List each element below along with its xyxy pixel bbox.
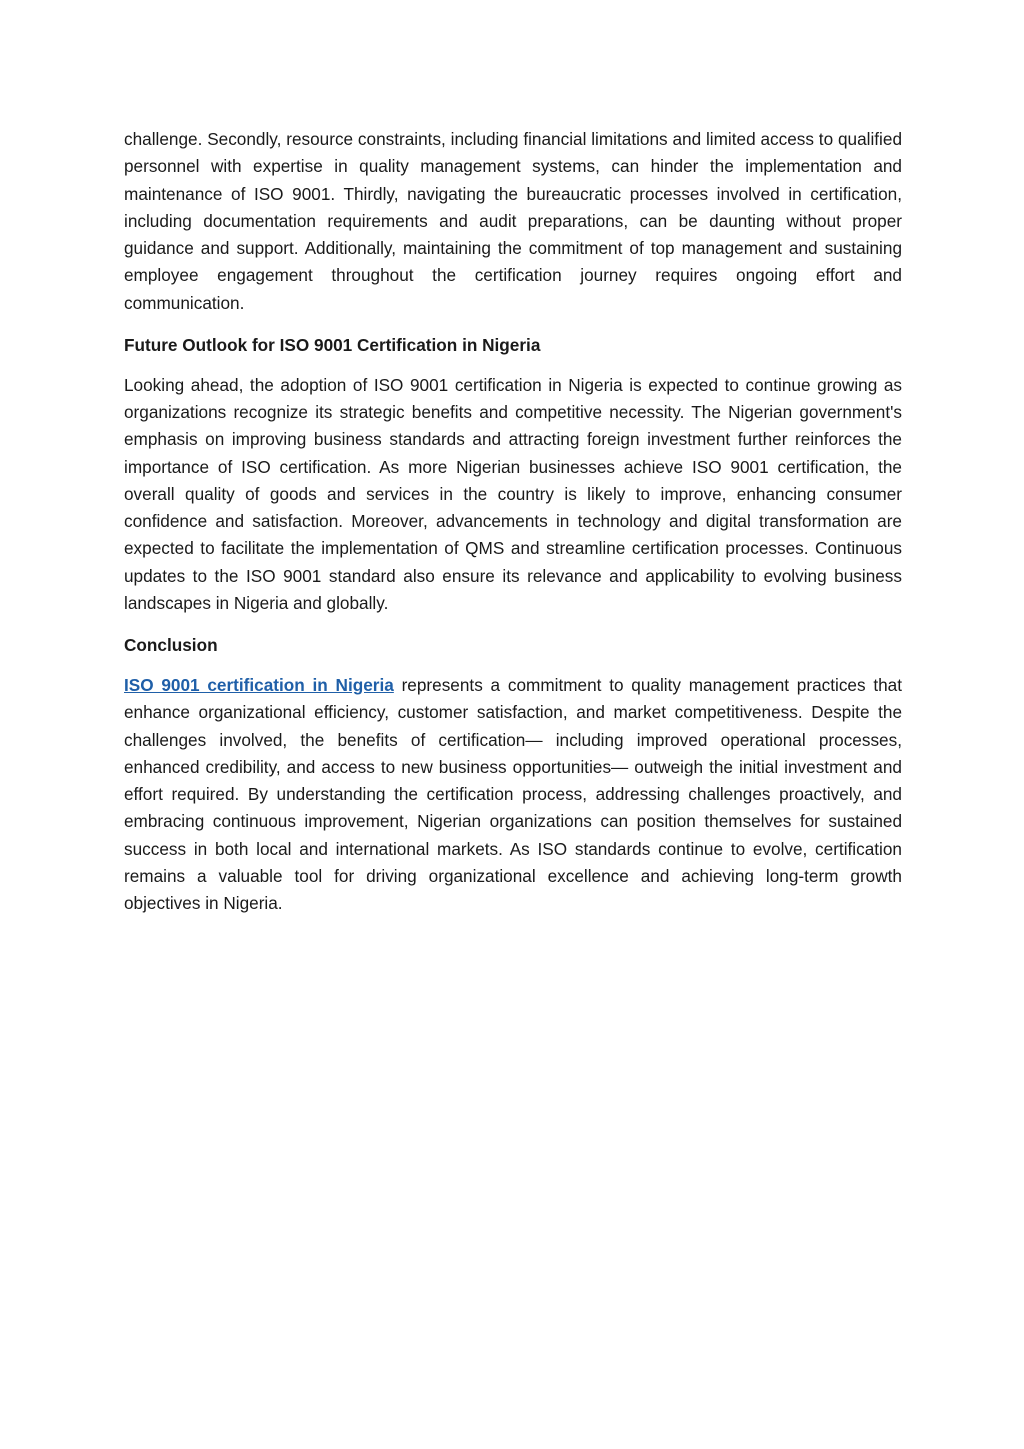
- future-outlook-paragraph: Looking ahead, the adoption of ISO 9001 certification in Nigeria is expected to continue growing as organizations recognize its strategic benefits and competitive necessity. The Nigerian government's emphasis on improving business standards and attracting foreign investment further reinforces the importance of ISO certification. As more Nigerian businesses achieve ISO 9001 certification, the overall quality of goods and services in the country is likely to improve, enhancing consumer confidence and satisfaction. Moreover, advancements in technology and digital transformation are expected to facilitate the implementation of QMS and streamline certification processes. Continuous updates to the ISO 9001 standard also ensure its relevance and applicability to evolving business landscapes in Nigeria and globally.: [124, 374, 902, 613]
- document-page: [124, 126, 902, 917]
- conclusion-paragraph: [124, 672, 902, 917]
- conclusion-text: represents a commitment to quality management practices that enhance organizational efficiency, customer satisfaction, and market competitiveness. Despite the challenges involved, the benefits of certification— including improved operational processes, enhanced credibility, and access to new business opportunities— outweigh the initial investment and effort required. By understanding the certification process, addressing challenges proactively, and embracing continuous improvement, Nigerian organizations can position themselves for sustained success in both local and international markets. As ISO standards continue to evolve, certification remains a valuable tool for driving organizational excellence and achieving long-term growth objectives in Nigeria.: [124, 675, 902, 913]
- conclusion-heading: Conclusion: [124, 635, 218, 655]
- iso-certification-link[interactable]: ISO 9001 certification in Nigeria: [124, 675, 394, 695]
- intro-paragraph: challenge. Secondly, resource constraints, including financial limitations and limited access to qualified personnel with expertise in quality management systems, can hinder the implementation and maintenance of ISO 9001. Thirdly, navigating the bureaucratic processes involved in certification, including documentation requirements and audit preparations, can be daunting without proper guidance and support. Additionally, maintaining the commitment of top management and sustaining employee engagement throughout the certification journey requires ongoing effort and communication.: [124, 129, 902, 313]
- future-outlook-heading: Future Outlook for ISO 9001 Certification in Nigeria: [124, 334, 541, 355]
